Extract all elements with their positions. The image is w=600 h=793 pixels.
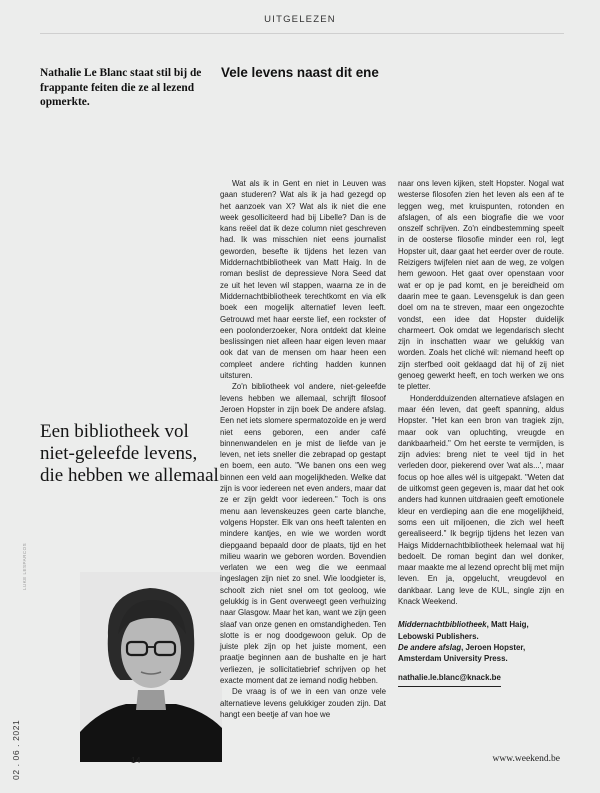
intro-text: Nathalie Le Blanc staat stil bij de frappante feiten die ze al lezend opmerkte. (40, 67, 202, 108)
book-details: , Jeroen Hopster, Amsterdam University Press. (398, 642, 526, 664)
author-portrait (80, 572, 222, 762)
body-column-1 (220, 178, 386, 720)
photo-credit: LUKE LESPARCOS (22, 542, 27, 590)
article-headline: Vele levens naast dit ene (221, 65, 379, 80)
section-label: UITGELEZEN (264, 14, 336, 25)
paragraph: Wat als ik in Gent en niet in Leuven was gaan studeren? Wat als ik ja had gezegd op het aanzoek van X? Wat als ik niet die ene week gesolliciteerd had bij Libelle? Dan is de kans reëel dat ik deze column niet geschreven had. Ik was misschien niet eens journalist geworden, besefte ik tijdens het lezen van Middernachtbibliotheek van Matt Haig. In de roman beslist de depressieve Nora Seed dat ze uit het leven wil stappen, waarna ze in de Middernachtbibliotheek terechtkomt en via elk boek een mogelijk alternatief leven leeft. Getrouwd met haar eerste lief, een rockster of een poolonderzoeker, Nora ontdekt dat kleine beslissingen niet alleen haar eigen leven maar ook dat van de mensen om haar heen een compleet andere richting hadden kunnen uitsturen. (220, 179, 386, 381)
book-title: De andere afslag (398, 642, 462, 652)
paragraph: Zo'n bibliotheek vol andere, niet-geleefde levens hebben we allemaal, schrijft filosoof Jeroen Hopster in zijn boek De andere afslag. Een net iets slomere spermatozoïde en je werd niet eens geboren, een ander café binnenwandelen en je mist de liefde van je leven, net iets sneller die zebrapad op gestapt en boem, een auto. "We banen ons een weg binnen een veld aan mogelijkheden. Welke dat zijn is voor iedereen net even anders, maar dat ze er zijn geldt voor iedereen." Toch is ons menu aan levenskeuzes geen carte blanche, volgens Hopster. Elk van ons heeft talenten en mindere kantjes, en wie we worden wordt diepgaand bepaald door de plaats, tijd en het milieu waarin we geboren worden. Bovendien verlaten we een weg die we eenmaal ingeslagen zijn niet zo snel. Wie loodgieter is, schoolt zich niet snel om tot geoloog, wie gelukkig is in Gent overweegt geen verhuizing naar Glasgow. Maar het kan, want we zijn geen slaaf van onze genen en omstandigheden. Ten slotte is er nog doodgewoon geluk. Op de juiste plek zijn op het juiste moment, een praatje beginnen aan de bushalte en je hart verliezen, je sollicitatiebrief schrijven op het exacte moment dat ze iemand nodig hebben. (220, 382, 386, 686)
book-credit (398, 619, 564, 642)
book-credits (398, 619, 564, 664)
body-column-2 (398, 178, 564, 687)
book-credit (398, 642, 564, 665)
paragraph: De vraag is of we in een van onze vele alternatieve levens gelukkiger zouden zijn. Dat hangt een beetje af van hoe we (220, 687, 386, 719)
book-title: Middernachtbibliotheek (398, 620, 487, 630)
issue-date: 02 . 06 . 2021 (11, 719, 21, 780)
author-email-link[interactable]: nathalie.le.blanc@knack.be (398, 672, 501, 686)
top-divider (40, 33, 564, 34)
book-details: , Matt Haig, Lebowski Publishers. (398, 620, 529, 641)
page-number: 14 (131, 755, 141, 765)
paragraph: naar ons leven kijken, stelt Hopster. Nogal wat westerse filosofen zien het leven als een af te leggen weg, met kruispunten, rotonden en afslagen, of als een biografie die we voor onszelf schrijven. Zo'n eindbestemming speelt in de oosterse filosofie minder een rol, legt Hopster uit, daar gaat het eerder over de route. Reizigers twijfelen niet aan de weg, ze volgen hem gewoon. Het gaat over openstaan voor wat er op je pad komt, en je bereidheid om daarin mee te gaan. Levensgeluk is dan geen doel om na te streven, maar een ongezochte vondst, een idee dat Hopster duidelijk charmeert. Ook omdat we legendarisch slecht zijn in inschatten waar we gelukkig van worden. Zoals het cliché wil: niemand heeft op zijn sterfbed ooit geklaagd dat hij of zij niet genoeg gewerkt heeft, en toch werken we ons te pletter. (398, 179, 564, 392)
pull-quote: Een bibliotheek vol niet-geleefde levens, die hebben we allemaal (40, 421, 219, 486)
site-url[interactable]: www.weekend.be (492, 754, 560, 764)
paragraph: Honderdduizenden alternatieve afslagen en maar één leven, dat geeft spanning, aldus Hopster. "Het kan een bron van tragiek zijn, maar ook van opluchting, vreugde en dankbaarheid." Om het eerste te vermijden, is zijn advies: breng niet te veel tijd in het verleden door, piekerend over 'wat als...', maar focus op hoe alles wél is uitgepakt. "Weten dat de uitkomst geen gegeven is, maar dat het ook anders had kunnen uitdraaien geeft emotionele kleur en verdieping aan die ene mogelijkheid, soms een uit miljoenen, die zich wel heeft gerealiseerd." Ik begrijp tijdens het lezen van Haigs Middernachtbibliotheek helemaal wat hij bedoelt. De roman begint dan wel donker, maar maakte me al lezend oprecht blij met mijn leven. En ja, opgelucht, vreugdevol en dankbaar. Lang leve de KUL, single zijn en Knack Weekend. (398, 393, 564, 606)
